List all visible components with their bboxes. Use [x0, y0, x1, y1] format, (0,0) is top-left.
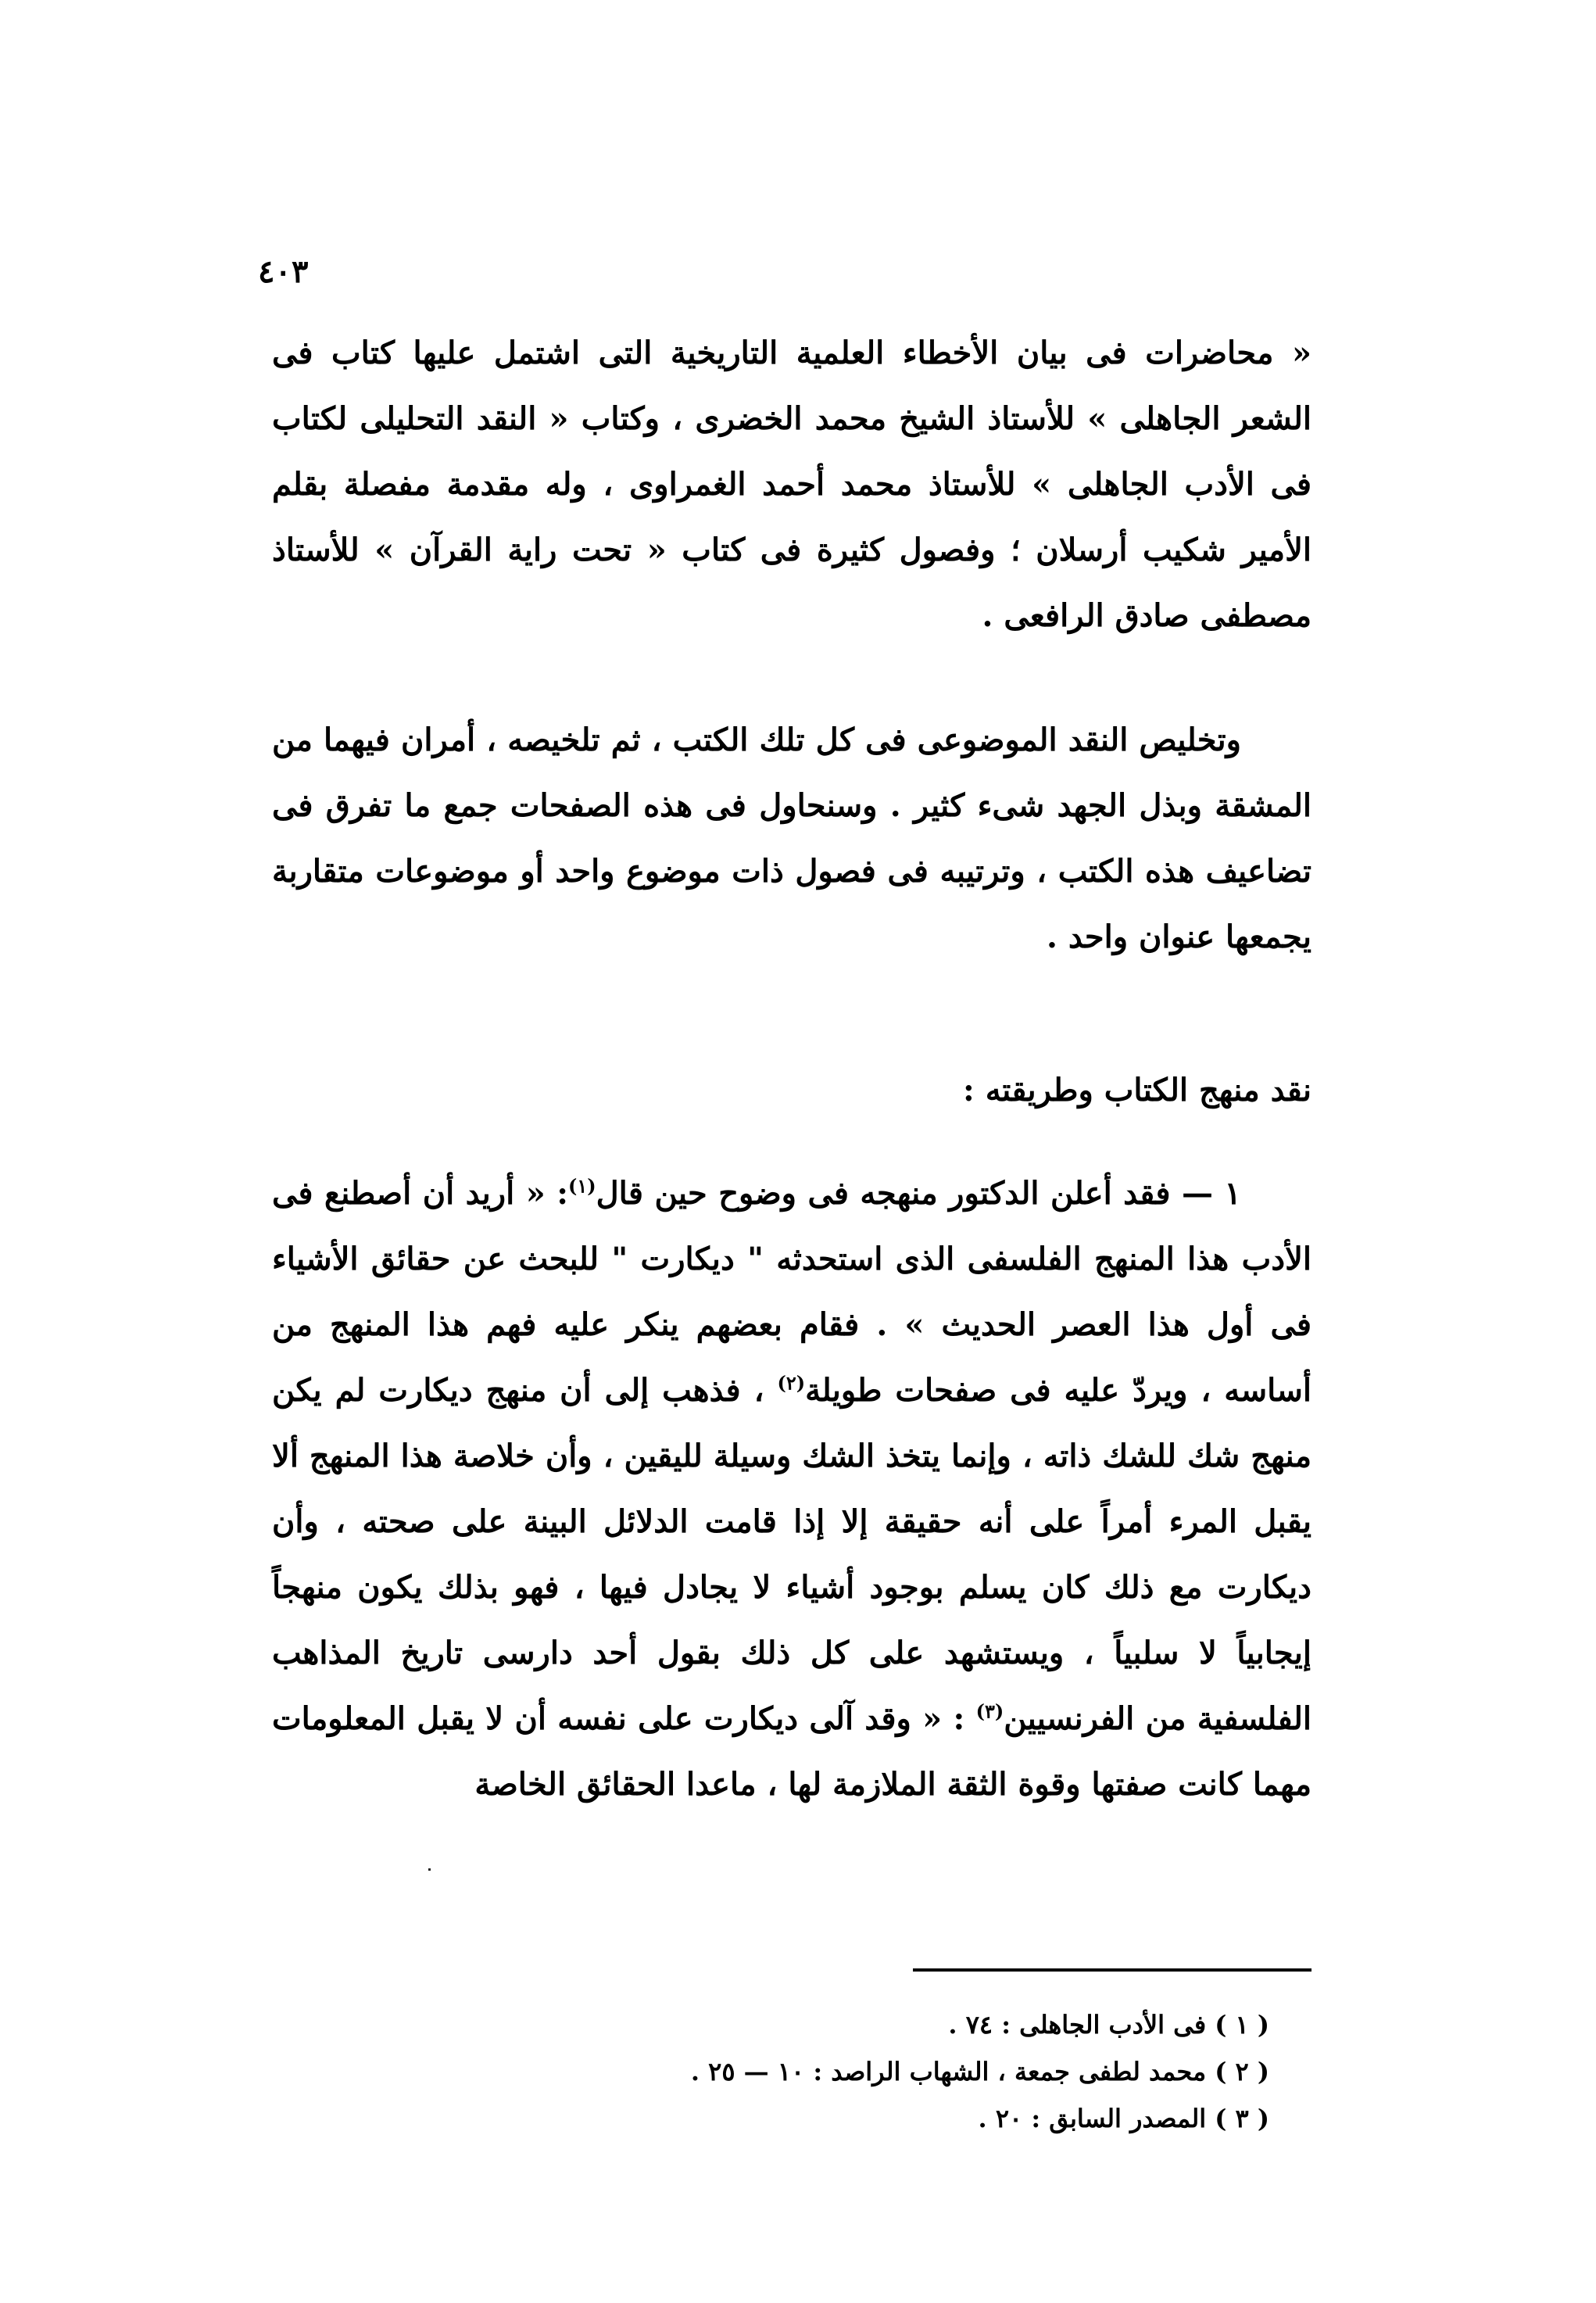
intro-paragraph: « محاضرات فى بيان الأخطاء العلمية التاريخية التى اشتمل عليها كتاب فى الشعر الجاهلى » للأستاذ الشيخ محمد الخضرى ، وكتاب « النقد التحليلى لكتاب فى الأدب الجاهلى » للأستاذ محمد أحمد الغمراوى ، وله مقدمة مفصلة بقلم الأمير شكيب أرسلان ؛ وفصول كثيرة فى كتاب « تحت راية القرآن » للأستاذ مصطفى صادق الرافعى . [272, 335, 1312, 634]
page-number: ٤٠٣ [258, 253, 309, 290]
method-text-part-1: ١ — فقد أعلن الدكتور منهجه فى وضوح حين قال [596, 1175, 1241, 1212]
footnote-1: ( ١ ) فى الأدب الجاهلى : ٧٤ . [948, 2010, 1269, 2040]
method-text-part-4: : « وقد آلى ديكارت على نفسه أن لا يقبل المعلومات مهما كانت صفتها وقوة الثقة الملازمة لها ، ماعدا الحقائق الخاصة [272, 1700, 1312, 1803]
footnote-3: ( ٣ ) المصدر السابق : ٢٠ . [978, 2104, 1269, 2133]
scan-speck [428, 1868, 431, 1871]
footnote-2: ( ٢ ) محمد لطفى جمعة ، الشهاب الراصد : ١٠ — ٢٥ . [690, 2057, 1269, 2086]
section-heading: نقد منهج الكتاب وطريقته : [963, 1072, 1312, 1109]
method-text-part-3: ، فذهب إلى أن منهج ديكارت لم يكن منهج شك للشك ذاته ، وإنما يتخذ الشك وسيلة لليقين ، وأن خلاصة هذا المنهج ألا يقبل المرء أمراً على أنه حقيقة إلا إذا قامت الدلائل البينة على صحته ، وأن ديكارت مع ذلك كان يسلم بوجود أشياء لا يجادل فيها ، فهو بذلك يكون منهجاً إيجابياً لا سلبياً ، ويستشهد على كل ذلك بقول أحد دارسى تاريخ المذاهب الفلسفية من الفرنسيين [272, 1372, 1312, 1737]
method-text-part-2: : « أريد أن أصطنع فى الأدب هذا المنهج الفلسفى الذى استحدثه " ديكارت " للبحث عن حقائق الأشياء فى أول هذا العصر الحديث » . فقام بعضهم ينكر عليه فهم هذا المنهج من أساسه ، ويردّ عليه فى صفحات طويلة [272, 1175, 1312, 1409]
footnotes [272, 2001, 1269, 2142]
footnote-ref-2: (٢) [777, 1371, 806, 1395]
footnote-ref-1: (١) [568, 1174, 596, 1198]
footnote-divider [913, 1968, 1312, 1972]
method-paragraph [272, 1161, 1312, 1818]
footnote-ref-3: (٣) [975, 1699, 1004, 1723]
summary-paragraph: وتخليص النقد الموضوعى فى كل تلك الكتب ، ثم تلخيصه ، أمران فيهما من المشقة وبذل الجهد شىء كثير . وسنحاول فى هذه الصفحات جمع ما تفرق فى تضاعيف هذه الكتب ، وترتيبه فى فصول ذات موضوع واحد أو موضوعات متقاربة يجمعها عنوان واحد . [272, 722, 1312, 955]
